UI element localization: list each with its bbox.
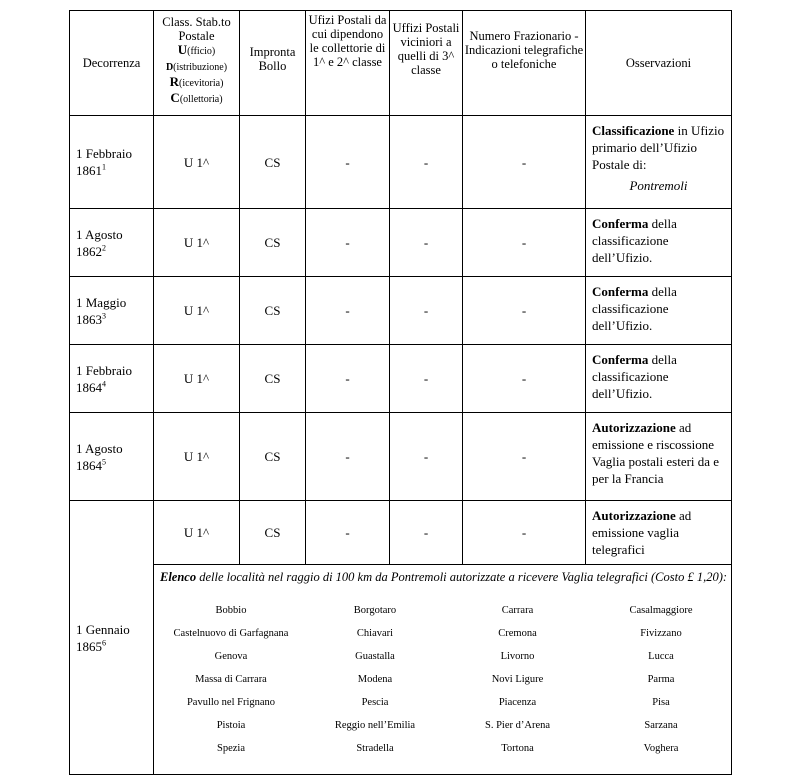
place-item: S. Pier d’Arena <box>484 720 551 731</box>
place-item: Spezia <box>217 743 245 754</box>
bollo-cell: CS <box>240 501 306 565</box>
date-cell: 1 Agosto 1862$^2$ <box>70 209 154 277</box>
header-osservazioni: Osservazioni <box>586 11 732 116</box>
header-impronta-bollo: Impronta Bollo <box>240 11 306 116</box>
office-name: Pontremoli <box>629 178 688 193</box>
numero-cell: - <box>463 413 586 501</box>
ufizi-cell: - <box>306 209 390 277</box>
header-ufizi-postali: Ufizi Postali da cui dipendono le collettorie di 1^ e 2^ classe <box>306 11 390 116</box>
place-item: Tortona <box>501 743 534 754</box>
observation-cell: Conferma della classificazione dell’Ufizio. <box>586 345 732 413</box>
ufizi-cell: - <box>306 345 390 413</box>
bollo-cell: CS <box>240 209 306 277</box>
places-grid <box>154 599 731 760</box>
uffizi-cell: - <box>390 277 463 345</box>
place-item: Pistoia <box>216 720 246 731</box>
place-item: Parma <box>647 674 675 685</box>
uffizi-cell: - <box>390 116 463 209</box>
date-cell: 1 Febbraio 1864$^4$ <box>70 345 154 413</box>
ufizi-cell: - <box>306 277 390 345</box>
header-classificazione: Class. Stab.to Postale U(fficio) D(istribuzione) R(icevitoria) C(ollettoria) <box>154 11 240 116</box>
place-item: Casalmaggiore <box>629 605 693 616</box>
table-row <box>70 116 732 209</box>
place-item: Stradella <box>356 743 394 754</box>
place-item: Massa di Carrara <box>195 674 267 685</box>
observation-cell: Conferma della classificazione dell’Ufizio. <box>586 277 732 345</box>
table-row <box>70 209 732 277</box>
place-item: Carrara <box>501 605 534 616</box>
numero-cell: - <box>463 345 586 413</box>
numero-cell: - <box>463 209 586 277</box>
observation-cell: Autorizzazione ad emissione vaglia telegrafici <box>586 501 732 565</box>
place-item: Pisa <box>652 697 670 708</box>
header-decorrenza: Decorrenza <box>70 11 154 116</box>
bollo-cell: CS <box>240 413 306 501</box>
class-cell: U 1^ <box>154 277 240 345</box>
uffizi-cell: - <box>390 413 463 501</box>
place-item: Livorno <box>500 651 535 662</box>
numero-cell: - <box>463 116 586 209</box>
ufizi-cell: - <box>306 116 390 209</box>
postal-history-table <box>69 10 732 775</box>
observation-cell: Conferma della classificazione dell’Ufizio. <box>586 209 732 277</box>
numero-cell: - <box>463 277 586 345</box>
uffizi-cell: - <box>390 209 463 277</box>
place-item: Reggio nell’Emilia <box>334 720 416 731</box>
table-row <box>70 277 732 345</box>
place-item: Modena <box>357 674 393 685</box>
place-item: Borgotaro <box>353 605 397 616</box>
ufizi-cell: - <box>306 501 390 565</box>
bollo-cell: CS <box>240 116 306 209</box>
place-item: Novi Ligure <box>491 674 544 685</box>
place-item: Genova <box>214 651 248 662</box>
place-item: Lucca <box>648 651 674 662</box>
table-row <box>70 345 732 413</box>
place-item: Cremona <box>498 628 537 639</box>
date-cell: 1 Agosto 1864$^5$ <box>70 413 154 501</box>
place-item: Pavullo nel Frignano <box>186 697 276 708</box>
elenco-section <box>154 565 732 775</box>
table-row <box>70 501 732 565</box>
class-cell: U 1^ <box>154 116 240 209</box>
elenco-title: Elenco delle località nel raggio di 100 km da Pontremoli autorizzate a ricevere Vaglia telegrafici (Costo £ 1,20): <box>160 570 728 584</box>
place-item: Castelnuovo di Garfagnana <box>173 628 289 639</box>
observation-cell: Classificazione in Ufizio primario dell’Ufizio Postale di: Pontremoli <box>586 116 732 209</box>
class-cell: U 1^ <box>154 501 240 565</box>
uffizi-cell: - <box>390 501 463 565</box>
place-item: Fivizzano <box>640 628 682 639</box>
place-item: Bobbio <box>215 605 247 616</box>
observation-cell: Autorizzazione ad emissione e riscossione Vaglia postali esteri da e per la Francia <box>586 413 732 501</box>
date-cell: 1 Febbraio 1861$^1$ <box>70 116 154 209</box>
elenco-row <box>70 565 732 775</box>
uffizi-cell: - <box>390 345 463 413</box>
header-uffizi-viciniori: Uffizi Postali viciniori a quelli di 3^ classe <box>390 11 463 116</box>
date-cell: 1 Gennaio 1865$^6$ <box>70 501 154 775</box>
place-item: Chiavari <box>356 628 394 639</box>
class-cell: U 1^ <box>154 345 240 413</box>
class-cell: U 1^ <box>154 209 240 277</box>
header-numero-frazionario: Numero Frazionario - Indicazioni telegrafiche o telefoniche <box>463 11 586 116</box>
table-row <box>70 413 732 501</box>
bollo-cell: CS <box>240 345 306 413</box>
numero-cell: - <box>463 501 586 565</box>
place-item: Piacenza <box>498 697 537 708</box>
bollo-cell: CS <box>240 277 306 345</box>
place-item: Voghera <box>643 743 679 754</box>
place-item: Guastalla <box>355 651 395 662</box>
place-item: Pescia <box>361 697 389 708</box>
place-item: Sarzana <box>644 720 678 731</box>
class-cell: U 1^ <box>154 413 240 501</box>
ufizi-cell: - <box>306 413 390 501</box>
date-cell: 1 Maggio 1863$^3$ <box>70 277 154 345</box>
